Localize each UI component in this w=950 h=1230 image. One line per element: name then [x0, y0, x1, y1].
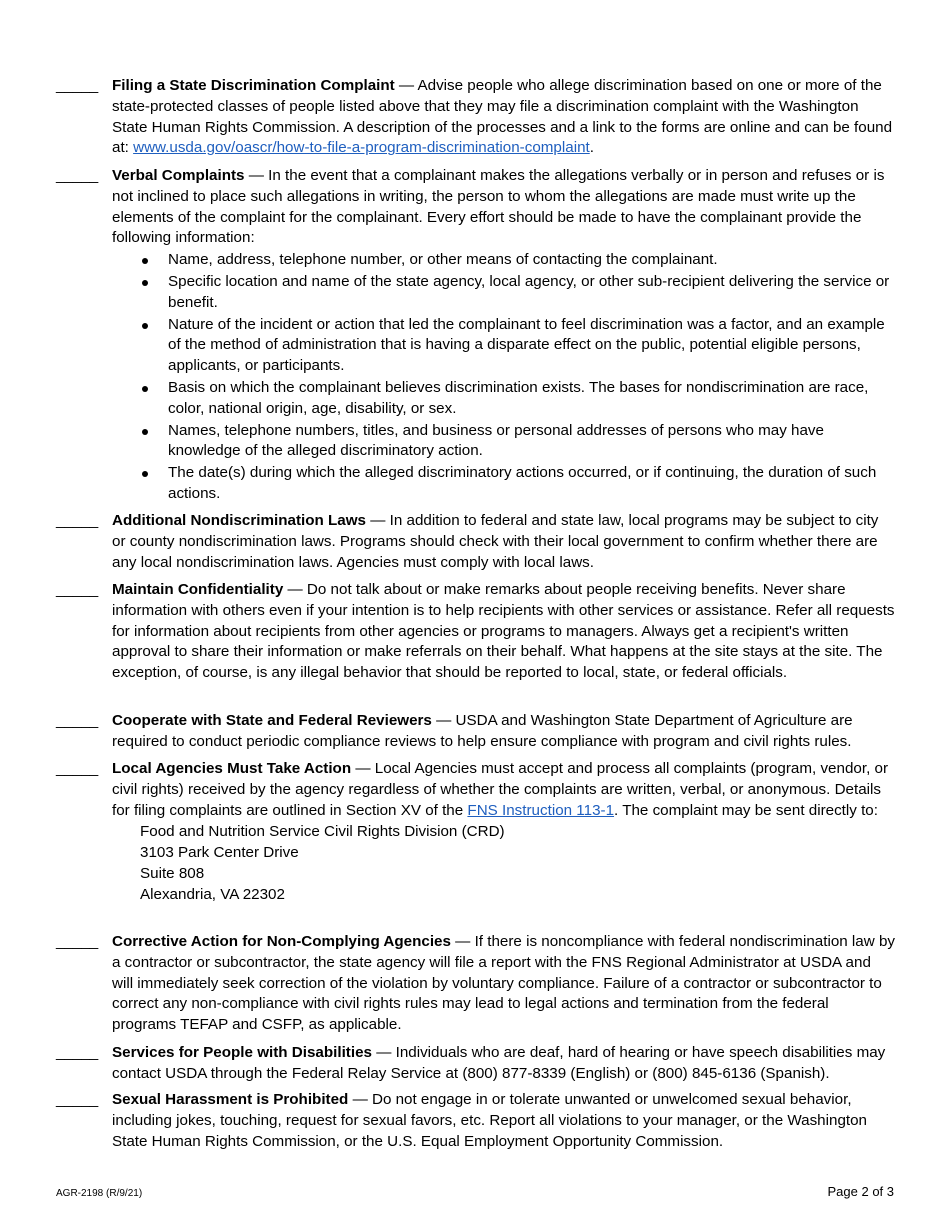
- checklist-item-verbal-complaints: [56, 166, 896, 506]
- item-text: [112, 1090, 896, 1152]
- item-text: [112, 1043, 896, 1085]
- info-bullet-list: [112, 250, 896, 505]
- checkbox-blank-line[interactable]: _____: [56, 712, 99, 729]
- item-title: Sexual Harassment is Prohibited: [112, 1091, 349, 1108]
- form-code: AGR-2198 (R/9/21): [56, 1188, 143, 1199]
- item-title: Cooperate with State and Federal Reviewers: [112, 712, 432, 729]
- checklist-item-confidentiality: [56, 580, 896, 684]
- checklist-item-local-agencies: [56, 759, 896, 906]
- checklist-item-filing-complaint: [56, 76, 896, 159]
- checkbox-blank-line[interactable]: _____: [56, 512, 99, 529]
- checklist-item-reviewers: [56, 711, 896, 753]
- item-text: [112, 511, 896, 573]
- item-text: [112, 711, 896, 753]
- item-title: Corrective Action for Non-Complying Agencies: [112, 933, 451, 950]
- item-text: [112, 759, 896, 906]
- list-item: Names, telephone numbers, titles, and business or personal addresses of persons who may have knowledge of the alleged discriminatory action.: [112, 421, 896, 463]
- checklist-item-sexual-harassment: [56, 1090, 896, 1152]
- address-line: Alexandria, VA 22302: [140, 885, 285, 903]
- checkbox-blank-line[interactable]: _____: [56, 167, 99, 184]
- list-item: Name, address, telephone number, or other means of contacting the complainant.: [112, 250, 896, 271]
- address-line: Food and Nutrition Service Civil Rights Division (CRD): [140, 823, 505, 841]
- item-title: Services for People with Disabilities: [112, 1044, 372, 1061]
- item-title: Filing a State Discrimination Complaint: [112, 77, 395, 94]
- checkbox-blank-line[interactable]: _____: [56, 1044, 99, 1061]
- item-title: Additional Nondiscrimination Laws: [112, 512, 366, 529]
- list-item: The date(s) during which the alleged discriminatory actions occurred, or if continuing, the duration of such actions.: [112, 463, 896, 505]
- address-line: Suite 808: [140, 864, 205, 882]
- mailing-address: [140, 822, 896, 905]
- item-title: Verbal Complaints: [112, 167, 245, 184]
- item-text: [112, 932, 896, 1036]
- item-text: [112, 580, 896, 684]
- item-body: — In addition to federal and state law, local programs may be subject to city or county nondiscrimination laws. Programs should check with their local government to confirm whether there are any local nondiscrimination laws. Agencies must comply with local laws.: [112, 512, 879, 571]
- address-line: 3103 Park Center Drive: [140, 844, 299, 862]
- checklist-item-additional-laws: [56, 511, 896, 573]
- checkbox-blank-line[interactable]: _____: [56, 77, 99, 94]
- item-body-end: .: [589, 139, 594, 157]
- checklist-item-disabilities: [56, 1043, 896, 1085]
- fns-instruction-link[interactable]: FNS Instruction 113-1: [467, 801, 615, 819]
- checkbox-blank-line[interactable]: _____: [56, 760, 99, 777]
- checklist-item-corrective-action: [56, 932, 896, 1036]
- item-body: — Do not talk about or make remarks about people receiving benefits. Never share information with others even if your intention is to help recipients with other services or assistance. Refer all requests for information about recipients from other agencies or programs to managers. Always get a recipient's written approval to share their information or make referrals on their behalf. What happens at the site stays at the site. The exception, of course, is any illegal behavior that should be reported to local, state, or federal officials.: [112, 581, 895, 682]
- item-body: — If there is noncompliance with federal nondiscrimination law by a contractor or subcontractor, the state agency will file a report with the FNS Regional Administrator at USDA and will immediately seek correction of the violation by voluntary compliance. Failure of a contractor or subcontractor to correct any non-compliance with civil rights rules may lead to legal actions and termination from the federal programs TEFAP and CSFP, as applicable.: [112, 933, 895, 1034]
- checkbox-blank-line[interactable]: _____: [56, 1091, 99, 1108]
- checkbox-blank-line[interactable]: _____: [56, 933, 99, 950]
- item-body: — Local Agencies must accept and process all complaints (program, vendor, or civil rights) received by the agency regardless of whether the complaints are written, verbal, or anonymous. Details for filing complaints are outlined in Section XV of the: [112, 760, 889, 819]
- item-body: — In the event that a complainant makes the allegations verbally or in person and refuses or is not inclined to place such allegations in writing, the person to whom the allegations are made must write up the elements of the complaint for the complainant. Every effort should be made to have the complainant provide the following information:: [112, 167, 885, 247]
- complaint-link[interactable]: www.usda.gov/oascr/how-to-file-a-program-discrimination-complaint: [133, 139, 590, 157]
- item-title: Local Agencies Must Take Action: [112, 760, 352, 777]
- list-item: Nature of the incident or action that led the complainant to feel discrimination was a factor, and an example of the method of administration that is having a disparate effect on the public, potential eligible persons, applicants, or participants.: [112, 315, 896, 377]
- item-body: — Do not engage in or tolerate unwanted or unwelcomed sexual behavior, including jokes, touching, request for sexual favors, etc. Report all violations to your manager, or the Washington State Human Rights Commission, or the U.S. Equal Employment Opportunity Commission.: [112, 1091, 867, 1150]
- item-body-end: . The complaint may be sent directly to:: [614, 801, 878, 819]
- page-number: Page 2 of 3: [827, 1184, 894, 1199]
- checkbox-blank-line[interactable]: _____: [56, 581, 99, 598]
- item-title: Maintain Confidentiality: [112, 581, 284, 598]
- item-text: [112, 166, 896, 505]
- item-body: — Advise people who allege discrimination based on one or more of the state-protected classes of people listed above that they may file a discrimination complaint with the Washington State Human Rights Commission. A description of the processes and a link to the forms are online and can be found at:: [112, 77, 893, 157]
- list-item: Basis on which the complainant believes discrimination exists. The bases for nondiscrimination are race, color, national origin, age, disability, or sex.: [112, 378, 896, 420]
- item-body: — Individuals who are deaf, hard of hearing or have speech disabilities may contact USDA through the Federal Relay Service at (800) 877-8339 (English) or (800) 845-6136 (Spanish).: [112, 1044, 886, 1082]
- list-item: Specific location and name of the state agency, local agency, or other sub-recipient delivering the service or benefit.: [112, 272, 896, 314]
- item-text: [112, 76, 896, 159]
- item-body: — USDA and Washington State Department of Agriculture are required to conduct periodic compliance reviews to help ensure compliance with program and civil rights rules.: [112, 712, 853, 750]
